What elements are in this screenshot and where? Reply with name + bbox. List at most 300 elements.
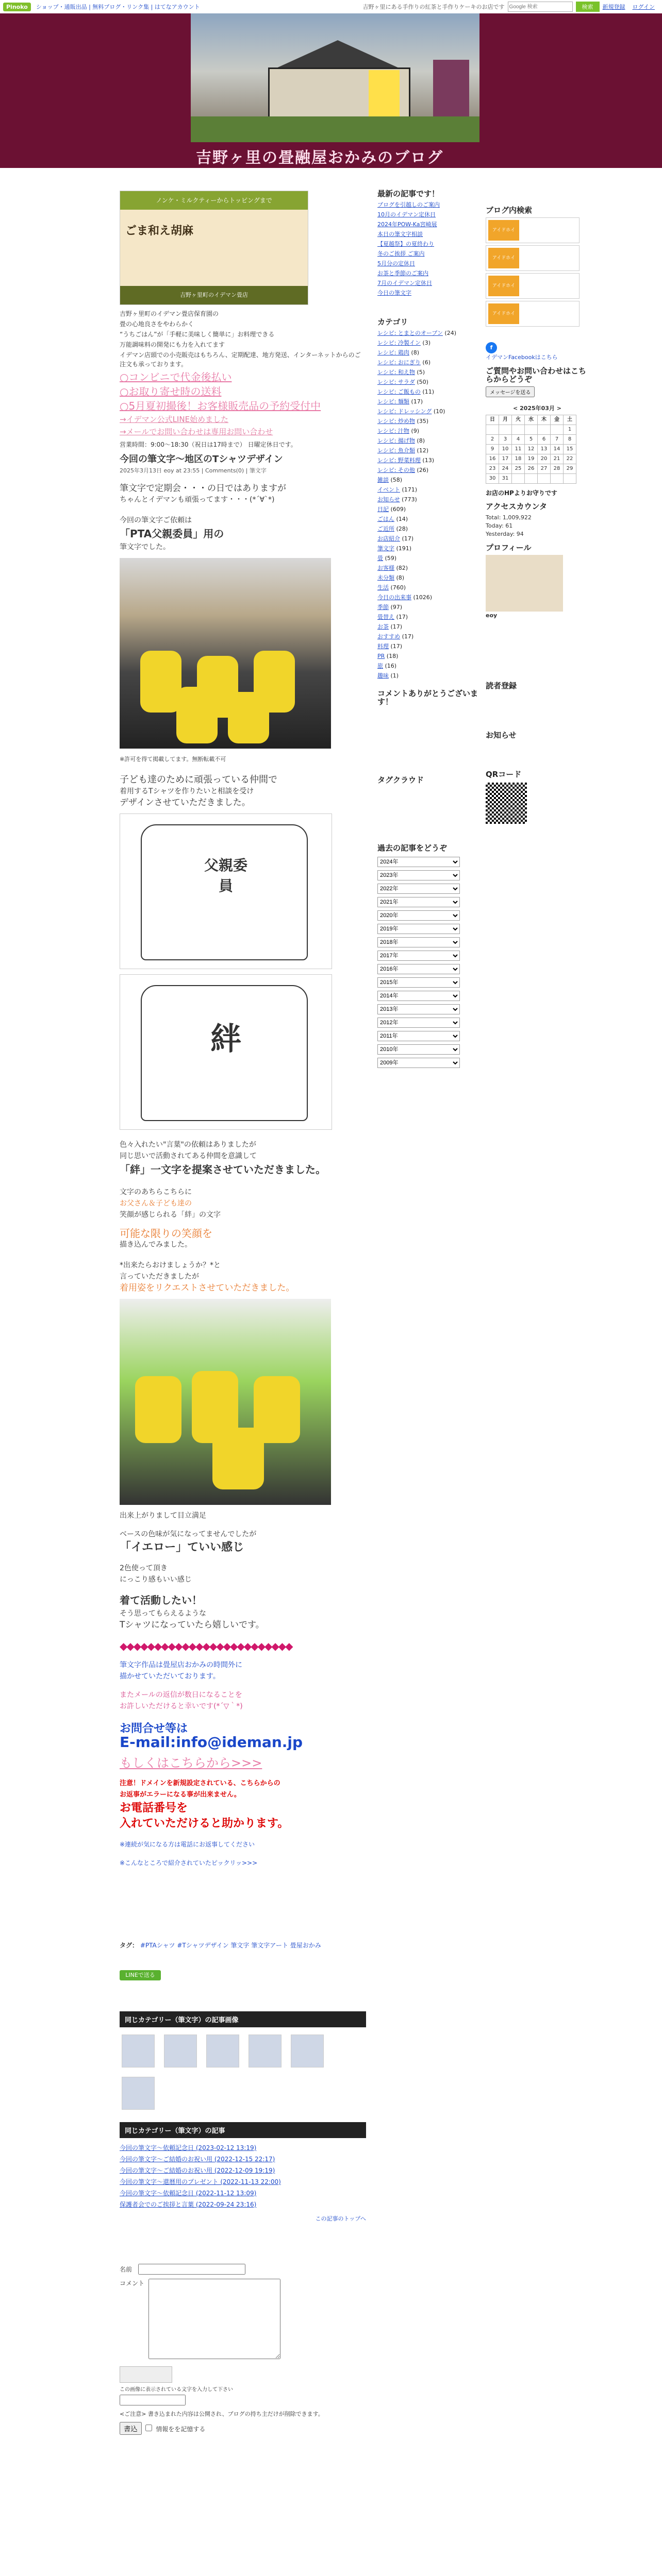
top-bar bbox=[0, 0, 662, 14]
blog-title[interactable]: 吉野ヶ里の畳融屋おかみのブログ bbox=[196, 149, 443, 167]
archive-select[interactable] bbox=[377, 1004, 460, 1014]
header-sign bbox=[369, 70, 400, 116]
calendar-day bbox=[551, 474, 564, 484]
contact-email[interactable]: E-mail:info@ideman.jp bbox=[120, 1734, 303, 1751]
post-meta: 2025年3月13日 eoy at 23:55 | Comments(0) | 筆文字 bbox=[120, 467, 267, 474]
category-link[interactable]: レシピ: 鶏肉 bbox=[377, 349, 409, 356]
archive-list bbox=[377, 855, 481, 1070]
new-post-item[interactable] bbox=[377, 230, 481, 239]
blog-box-label: アイドホイ bbox=[488, 303, 519, 324]
calendar-day[interactable]: 18 bbox=[512, 454, 525, 464]
submit-button[interactable]: 書込 bbox=[120, 2422, 142, 2435]
post-paragraph: デザインさせていただきました。 bbox=[120, 798, 251, 808]
new-post-link[interactable]: 本日の筆文字相談 bbox=[377, 231, 423, 238]
calendar-day[interactable]: 28 bbox=[551, 464, 564, 474]
remember-label: 情報をを記憶する bbox=[156, 2426, 206, 2433]
post-paragraph: そう思ってもらえるような bbox=[120, 1609, 206, 1618]
category-post-link[interactable]: 今回の筆文字〜依頼記念日 (2023-02-12 13:19) bbox=[120, 2144, 257, 2151]
category-thumb[interactable] bbox=[249, 2035, 282, 2067]
post-paragraph: 筆文字でした。 bbox=[120, 543, 170, 551]
post-paragraph: お父さん＆子ども達の bbox=[120, 1199, 192, 1208]
category-item[interactable] bbox=[377, 584, 481, 592]
new-post-link[interactable]: 5月分の定休日 bbox=[377, 260, 415, 267]
access-today: Today: 61 bbox=[486, 522, 513, 529]
new-post-item[interactable] bbox=[377, 250, 481, 258]
banner-foot: 吉野ヶ里町のイデマン畳店 bbox=[120, 286, 308, 304]
calendar-day[interactable]: 14 bbox=[551, 445, 564, 454]
new-post-link[interactable]: 今日の筆文字 bbox=[377, 290, 411, 296]
new-post-item[interactable] bbox=[377, 279, 481, 287]
category-item[interactable] bbox=[377, 633, 481, 641]
category-item[interactable] bbox=[377, 642, 481, 651]
category-link[interactable]: レシピ: 和え物 bbox=[377, 369, 415, 376]
archive-select[interactable] bbox=[377, 991, 460, 1001]
category-item[interactable] bbox=[377, 466, 481, 474]
category-count: (11) bbox=[420, 388, 435, 395]
archive-select[interactable] bbox=[377, 964, 460, 974]
archive-select[interactable] bbox=[377, 884, 460, 894]
category-item[interactable] bbox=[377, 652, 481, 660]
category-link[interactable]: レシピ: 汁物 bbox=[377, 428, 409, 434]
new-post-link[interactable]: 10月のイデマン定休日 bbox=[377, 211, 436, 218]
category-item[interactable] bbox=[377, 417, 481, 426]
comment-name-label: 名前 bbox=[120, 2266, 133, 2273]
category-count: (6) bbox=[420, 359, 431, 366]
category-post[interactable] bbox=[120, 2199, 366, 2210]
category-link[interactable]: 生活 bbox=[377, 584, 389, 591]
category-item[interactable] bbox=[377, 574, 481, 582]
archive-select[interactable] bbox=[377, 951, 460, 961]
calendar-day[interactable]: 7 bbox=[551, 435, 564, 445]
category-count: (8) bbox=[415, 437, 425, 444]
contact-button[interactable]: メッセージを送る bbox=[486, 386, 535, 397]
category-link[interactable]: レシピ: 麺類 bbox=[377, 398, 409, 405]
category-count: (17) bbox=[400, 535, 414, 542]
category-link[interactable]: 雑談 bbox=[377, 477, 389, 483]
calendar-weekday: 土 bbox=[564, 415, 576, 425]
category-link[interactable]: 季節 bbox=[377, 604, 389, 611]
line-share-button[interactable]: LINEで送る bbox=[120, 1970, 161, 1980]
warning-text: 注意！ドメインを新規設定されている、こちらからの bbox=[120, 1780, 280, 1787]
calendar-day bbox=[538, 474, 551, 484]
archive-select[interactable] bbox=[377, 897, 460, 907]
calendar-day bbox=[525, 425, 538, 435]
recent-comments-placeholder bbox=[377, 709, 481, 771]
pink-link[interactable]: ○お取り寄せ時の送料 bbox=[120, 385, 222, 398]
new-post-item[interactable] bbox=[377, 289, 481, 297]
note-link[interactable]: ※連続が気になる方は電話にお返事してください bbox=[120, 1841, 255, 1848]
post-paragraph: ベースの色味が気になってませんでしたが bbox=[120, 1530, 257, 1538]
calendar-day[interactable]: 21 bbox=[551, 454, 564, 464]
new-post-item[interactable] bbox=[377, 269, 481, 278]
category-item[interactable] bbox=[377, 476, 481, 484]
category-count: (16) bbox=[383, 663, 397, 669]
category-count: (13) bbox=[420, 457, 435, 464]
category-link[interactable]: PR bbox=[377, 653, 385, 659]
category-link[interactable]: レシピ: サラダ bbox=[377, 379, 415, 385]
category-count: (609) bbox=[389, 506, 406, 513]
category-count: (35) bbox=[415, 418, 429, 425]
category-item[interactable] bbox=[377, 368, 481, 377]
facebook-icon[interactable]: f bbox=[486, 342, 497, 353]
category-item[interactable] bbox=[377, 359, 481, 367]
category-count: (82) bbox=[394, 565, 408, 571]
calendar-day[interactable]: 17 bbox=[499, 454, 512, 464]
category-link[interactable]: レシピ: 揚げ物 bbox=[377, 437, 415, 444]
blog-header bbox=[0, 13, 662, 168]
warning-text: お返事がエラーになる事が出来ません。 bbox=[120, 1791, 241, 1799]
category-item[interactable] bbox=[377, 427, 481, 435]
photo-group-yellow-shirts bbox=[120, 1299, 331, 1505]
category-item[interactable] bbox=[377, 603, 481, 612]
calendar-day[interactable]: 30 bbox=[486, 474, 499, 484]
post-body bbox=[120, 483, 366, 1869]
new-post-link[interactable]: 【夏越祭】の夏終わり bbox=[377, 241, 434, 247]
archive-select[interactable] bbox=[377, 857, 460, 867]
category-item[interactable] bbox=[377, 339, 481, 347]
profile-name[interactable]: eoy bbox=[486, 612, 498, 619]
sidebar-left bbox=[377, 184, 481, 1070]
calendar-day[interactable]: 13 bbox=[538, 445, 551, 454]
calendar-day[interactable]: 8 bbox=[564, 435, 576, 445]
category-link[interactable]: 旅 bbox=[377, 663, 383, 669]
category-item[interactable] bbox=[377, 535, 481, 543]
post-title[interactable]: 今回の筆文字〜地区のTシャツデザイン bbox=[120, 454, 283, 465]
note-link[interactable]: ※こんなところで紹介されていたピックリッ>>> bbox=[120, 1859, 258, 1867]
calendar-day[interactable]: 23 bbox=[486, 464, 499, 474]
blog-box[interactable] bbox=[486, 217, 580, 243]
category-count: (17) bbox=[389, 643, 403, 650]
category-thumb[interactable] bbox=[206, 2035, 239, 2067]
contact-head: ご質問やお問い合わせはこちらからどうぞ bbox=[486, 366, 587, 384]
category-link[interactable]: 未分類 bbox=[377, 574, 394, 581]
category-count: (191) bbox=[394, 545, 412, 552]
calendar-day[interactable]: 6 bbox=[538, 435, 551, 445]
calendar-day[interactable]: 3 bbox=[499, 435, 512, 445]
archive-select[interactable] bbox=[377, 1044, 460, 1055]
small-link[interactable]: →メールでお問い合わせは専用お問い合わせ bbox=[120, 427, 273, 436]
search-input[interactable] bbox=[508, 2, 573, 12]
calendar-day[interactable]: 1 bbox=[564, 425, 576, 435]
category-count: (1) bbox=[389, 672, 399, 679]
calendar-day[interactable]: 22 bbox=[564, 454, 576, 464]
archive-select[interactable] bbox=[377, 1031, 460, 1041]
category-post-link[interactable]: 今回の筆文字〜還暦用のプレゼント (2022-11-13 22:00) bbox=[120, 2178, 281, 2185]
archive-select[interactable] bbox=[377, 937, 460, 947]
category-link[interactable]: レシピ: とまとのオーブン bbox=[377, 330, 443, 336]
category-item[interactable] bbox=[377, 672, 481, 680]
remember-checkbox[interactable] bbox=[145, 2425, 152, 2431]
archive-select[interactable] bbox=[377, 924, 460, 934]
banner-head: ノンケ・ミルクティーからトッピングまで bbox=[120, 191, 308, 210]
new-post-item[interactable] bbox=[377, 211, 481, 219]
category-list bbox=[377, 329, 481, 680]
category-link[interactable]: レシピ: おにぎり bbox=[377, 359, 421, 366]
new-post-link[interactable]: 冬のご挨拶 ご案内 bbox=[377, 250, 425, 257]
category-item[interactable] bbox=[377, 505, 481, 514]
post-paragraph: 「イエロー」ていい感じ bbox=[120, 1541, 244, 1554]
contact-link[interactable]: もしくはこちらから>>> bbox=[120, 1756, 262, 1770]
category-post[interactable] bbox=[120, 2176, 366, 2188]
post-tags bbox=[120, 1941, 366, 1950]
category-item[interactable] bbox=[377, 378, 481, 386]
category-item[interactable] bbox=[377, 545, 481, 553]
calendar-day[interactable]: 9 bbox=[486, 445, 499, 454]
tagcloud-placeholder bbox=[377, 787, 481, 839]
category-item[interactable] bbox=[377, 447, 481, 455]
category-link[interactable]: レシピ: ドレッシング bbox=[377, 408, 432, 415]
calendar-day[interactable]: 16 bbox=[486, 454, 499, 464]
calendar-day bbox=[564, 474, 576, 484]
calendar-day[interactable]: 5 bbox=[525, 435, 538, 445]
calendar-day bbox=[512, 474, 525, 484]
small-link[interactable]: →イデマン公式LINE始めました bbox=[120, 415, 229, 424]
comment-body-textarea[interactable] bbox=[148, 2279, 280, 2359]
qr-code bbox=[486, 783, 527, 824]
category-count: (9) bbox=[409, 428, 420, 434]
archive-select[interactable] bbox=[377, 1018, 460, 1028]
captcha-input[interactable] bbox=[120, 2395, 186, 2405]
category-link[interactable]: 畳 bbox=[377, 555, 383, 562]
profile-head: プロフィール bbox=[486, 543, 532, 552]
category-item[interactable] bbox=[377, 564, 481, 572]
archive-select[interactable] bbox=[377, 1058, 460, 1068]
post-paragraph: 色々入れたい"言葉"の依頼はありましたが bbox=[120, 1141, 256, 1149]
category-link[interactable]: レシピ: 炒め物 bbox=[377, 418, 415, 425]
new-post-item[interactable] bbox=[377, 260, 481, 268]
post-paragraph: 今回の筆文字ご依頼は bbox=[120, 516, 192, 524]
calendar-day[interactable]: 27 bbox=[538, 464, 551, 474]
calendar-day[interactable]: 31 bbox=[499, 474, 512, 484]
category-item[interactable] bbox=[377, 408, 481, 416]
post-paragraph: 筆文字で定期会・・・の日ではありますが bbox=[120, 483, 286, 494]
category-count: (773) bbox=[400, 496, 417, 503]
shirt-shape bbox=[135, 1376, 181, 1443]
new-post-link[interactable]: お茶と季節のご案内 bbox=[377, 270, 428, 277]
category-count: (10) bbox=[432, 408, 445, 415]
category-item[interactable] bbox=[377, 329, 481, 337]
submit-row bbox=[120, 2422, 366, 2435]
category-item[interactable] bbox=[377, 613, 481, 621]
category-link[interactable]: レシピ: ご飯もの bbox=[377, 388, 421, 395]
category-count: (12) bbox=[415, 447, 429, 454]
tshirt-mark-kizuna: 絆 bbox=[210, 1021, 241, 1057]
photo-group-back bbox=[120, 558, 331, 749]
comment-notice: <ご注意> 書き込まれた内容は公開され、ブログの持ち主だけが削除できます。 bbox=[120, 2411, 324, 2417]
product-banner[interactable] bbox=[120, 191, 308, 305]
post-paragraph: 同じ思いで活動されてある仲間を意識して bbox=[120, 1152, 257, 1160]
category-count: (8) bbox=[409, 349, 420, 356]
category-post[interactable] bbox=[120, 2188, 366, 2199]
new-post-link[interactable]: 2024年POW-Ka宮崎展 bbox=[377, 221, 437, 228]
pink-link[interactable]: ○5月夏初撮後！お客様販売品の予約受付中 bbox=[120, 400, 321, 412]
login-link[interactable]: ログイン bbox=[632, 4, 655, 10]
calendar-day[interactable]: 12 bbox=[525, 445, 538, 454]
warning-text-big: 入れていただけると助かります。 bbox=[120, 1817, 289, 1830]
blog-box[interactable] bbox=[486, 273, 580, 299]
warning-text-big: お電話番号を bbox=[120, 1802, 188, 1815]
post-paragraph: 笑顔が感じられる「絆」の文字 bbox=[120, 1211, 221, 1219]
archive-select[interactable] bbox=[377, 870, 460, 880]
calendar-day[interactable]: 29 bbox=[564, 464, 576, 474]
blog-box[interactable] bbox=[486, 245, 580, 271]
site-logo[interactable]: Pinoko bbox=[3, 3, 31, 11]
category-post-link[interactable]: 今回の筆文字〜ご結婚のお祝い用 (2022-12-15 22:17) bbox=[120, 2156, 275, 2163]
category-link[interactable]: お客様 bbox=[377, 565, 394, 571]
category-item[interactable] bbox=[377, 496, 481, 504]
header-roof bbox=[253, 40, 423, 71]
to-top-link[interactable]: この記事のトップへ bbox=[315, 2215, 366, 2222]
new-post-link[interactable]: 新規登録 bbox=[602, 4, 625, 10]
category-item[interactable] bbox=[377, 486, 481, 494]
post-paragraph: *出来たらおけましょうか？*と bbox=[120, 1261, 221, 1269]
calendar-day bbox=[551, 425, 564, 435]
intro-line: 吉野ヶ里町のイデマン畳店保育園の bbox=[120, 310, 219, 317]
category-count: (3) bbox=[420, 340, 431, 346]
calendar-weekday: 月 bbox=[499, 415, 512, 425]
divider: ◆◆◆◆◆◆◆◆◆◆◆◆◆◆◆◆◆◆◆◆◆◆◆◆◆ bbox=[120, 1640, 292, 1652]
calendar-day[interactable]: 2 bbox=[486, 435, 499, 445]
captcha-note: この画像に表示されている文字を入力して下さい bbox=[120, 2387, 233, 2393]
category-link[interactable]: レシピ: 冷製イン bbox=[377, 340, 421, 346]
category-link[interactable]: お知らせ bbox=[377, 496, 400, 503]
calendar-day bbox=[538, 425, 551, 435]
calendar-head[interactable]: < 2025年03月 > bbox=[512, 405, 561, 412]
hp-head: お店のHPよりお守りです bbox=[486, 489, 557, 497]
category-item[interactable] bbox=[377, 349, 481, 357]
category-link[interactable]: お茶 bbox=[377, 623, 389, 630]
calendar-day[interactable]: 26 bbox=[525, 464, 538, 474]
category-item[interactable] bbox=[377, 525, 481, 533]
category-link[interactable]: レシピ: その他 bbox=[377, 467, 415, 473]
recent-comments-head: コメントありがとうございます！ bbox=[377, 689, 478, 706]
post-paragraph: 「絆」一文字を提案させていただきました。 bbox=[120, 1163, 326, 1176]
new-posts-list bbox=[377, 201, 481, 297]
archive-select[interactable] bbox=[377, 910, 460, 921]
archive-select[interactable] bbox=[377, 977, 460, 988]
sidebar-right bbox=[486, 201, 589, 824]
business-hours bbox=[120, 440, 366, 449]
top-nav-links[interactable]: ショップ・通販出品 | 無料ブログ・リンク集 | はてなアカウント bbox=[36, 4, 200, 10]
new-post-item[interactable] bbox=[377, 240, 481, 248]
category-item[interactable] bbox=[377, 662, 481, 670]
category-link[interactable]: ご近所 bbox=[377, 526, 394, 532]
intro-line: “うちごはん”が「手軽に美味しく簡単に」お料理できる bbox=[120, 331, 275, 338]
post-paragraph: 着用姿をリクエストさせていただきました。 bbox=[120, 1283, 295, 1293]
category-link[interactable]: おすすめ bbox=[377, 633, 401, 640]
pink-link[interactable]: ○コンビニで代金後払い bbox=[120, 371, 232, 383]
category-thumb[interactable] bbox=[122, 2077, 155, 2110]
category-count: (17) bbox=[389, 623, 403, 630]
category-post[interactable] bbox=[120, 2142, 366, 2154]
new-post-link[interactable]: 7月のイデマン定休日 bbox=[377, 280, 432, 286]
category-item[interactable] bbox=[377, 398, 481, 406]
category-post-link[interactable]: 保護者会でのご挨拶と言葉 (2022-09-24 23:16) bbox=[120, 2201, 257, 2208]
category-post-link[interactable]: 今回の筆文字〜ご結婚のお祝い用 (2022-12-09 19:19) bbox=[120, 2167, 275, 2174]
header-sign-2 bbox=[433, 60, 469, 122]
photo-note: ※許可を得て掲載してます。無断転載不可 bbox=[120, 756, 226, 762]
calendar-day[interactable]: 11 bbox=[512, 445, 525, 454]
calendar-day[interactable]: 10 bbox=[499, 445, 512, 454]
blog-box[interactable] bbox=[486, 301, 580, 327]
category-link[interactable]: ごはん bbox=[377, 516, 394, 522]
calendar-day[interactable]: 24 bbox=[499, 464, 512, 474]
new-posts-head: 最新の記事です！ bbox=[377, 189, 440, 198]
category-count: (17) bbox=[400, 633, 414, 640]
category-count: (760) bbox=[389, 584, 406, 591]
new-post-item[interactable] bbox=[377, 201, 481, 209]
tags-list[interactable]: #PTAシャツ #Tシャツデザイン 筆文字 筆文字アート 畳屋おかみ bbox=[140, 1942, 321, 1949]
notice-head: お知らせ bbox=[486, 731, 517, 740]
header-photo bbox=[191, 13, 479, 142]
category-link[interactable]: 日記 bbox=[377, 506, 389, 513]
category-count: (17) bbox=[409, 398, 423, 405]
category-link[interactable]: 今日の出来事 bbox=[377, 594, 411, 601]
category-link[interactable]: お店紹介 bbox=[377, 535, 400, 542]
calendar-day[interactable]: 19 bbox=[525, 454, 538, 464]
category-link[interactable]: 料理 bbox=[377, 643, 389, 650]
tshirt-design-front bbox=[120, 814, 332, 969]
category-link[interactable]: レシピ: 野菜料理 bbox=[377, 457, 421, 464]
category-post-link[interactable]: 今回の筆文字〜依頼記念日 (2022-11-12 13:09) bbox=[120, 2190, 257, 2197]
calendar-day[interactable]: 25 bbox=[512, 464, 525, 474]
category-link[interactable]: 筆文字 bbox=[377, 545, 394, 552]
category-thumb[interactable] bbox=[122, 2035, 155, 2067]
category-link[interactable]: イベント bbox=[377, 486, 400, 493]
category-thumb[interactable] bbox=[291, 2035, 324, 2067]
comment-name-input[interactable] bbox=[138, 2264, 245, 2275]
post-paragraph: お問合せ等は bbox=[120, 1722, 188, 1735]
comment-name-row bbox=[120, 2264, 366, 2275]
post-paragraph: にっこり感もいい感じ bbox=[120, 1575, 192, 1584]
category-item[interactable] bbox=[377, 456, 481, 465]
category-item[interactable] bbox=[377, 594, 481, 602]
post-paragraph: 描かせていただいております。 bbox=[120, 1672, 220, 1681]
search-button[interactable]: 検索 bbox=[576, 2, 600, 12]
category-thumb[interactable] bbox=[164, 2035, 197, 2067]
post-paragraph: 可能な限りの笑顔を bbox=[120, 1227, 212, 1240]
calendar-day[interactable]: 15 bbox=[564, 445, 576, 454]
blog-box-label: アイドホイ bbox=[488, 248, 519, 268]
post-paragraph: 着て活動したい！ bbox=[120, 1594, 202, 1606]
category-link[interactable]: 趣味 bbox=[377, 672, 389, 679]
new-post-item[interactable] bbox=[377, 221, 481, 229]
category-post[interactable] bbox=[120, 2165, 366, 2176]
category-count: (171) bbox=[400, 486, 418, 493]
main-column bbox=[120, 191, 366, 2435]
category-link[interactable]: レシピ: 魚介類 bbox=[377, 447, 415, 454]
category-item[interactable] bbox=[377, 388, 481, 396]
calendar-day bbox=[499, 425, 512, 435]
calendar-day[interactable]: 4 bbox=[512, 435, 525, 445]
category-post[interactable] bbox=[120, 2154, 366, 2165]
category-count: (17) bbox=[394, 614, 408, 620]
category-item[interactable] bbox=[377, 437, 481, 445]
category-link[interactable]: 畳替え bbox=[377, 614, 394, 620]
intro-text bbox=[120, 309, 366, 369]
facebook-link[interactable]: イデマンFacebookはこちら bbox=[486, 354, 558, 361]
post-paragraph: 言っていただきましたが bbox=[120, 1273, 199, 1281]
new-post-link[interactable]: ブログを引越しのご案内 bbox=[377, 201, 440, 208]
tshirt-mark: 父親委員 bbox=[204, 857, 247, 894]
post-paragraph: お許しいただけると幸いです(*´▽｀*) bbox=[120, 1702, 243, 1710]
calendar-day[interactable]: 20 bbox=[538, 454, 551, 464]
post-paragraph: ちゃんとイデマンも頑張ってます・・・(*´∀`*) bbox=[120, 496, 275, 504]
captcha-box bbox=[120, 2366, 172, 2383]
category-item[interactable] bbox=[377, 554, 481, 563]
category-item[interactable] bbox=[377, 515, 481, 523]
category-item[interactable] bbox=[377, 623, 481, 631]
